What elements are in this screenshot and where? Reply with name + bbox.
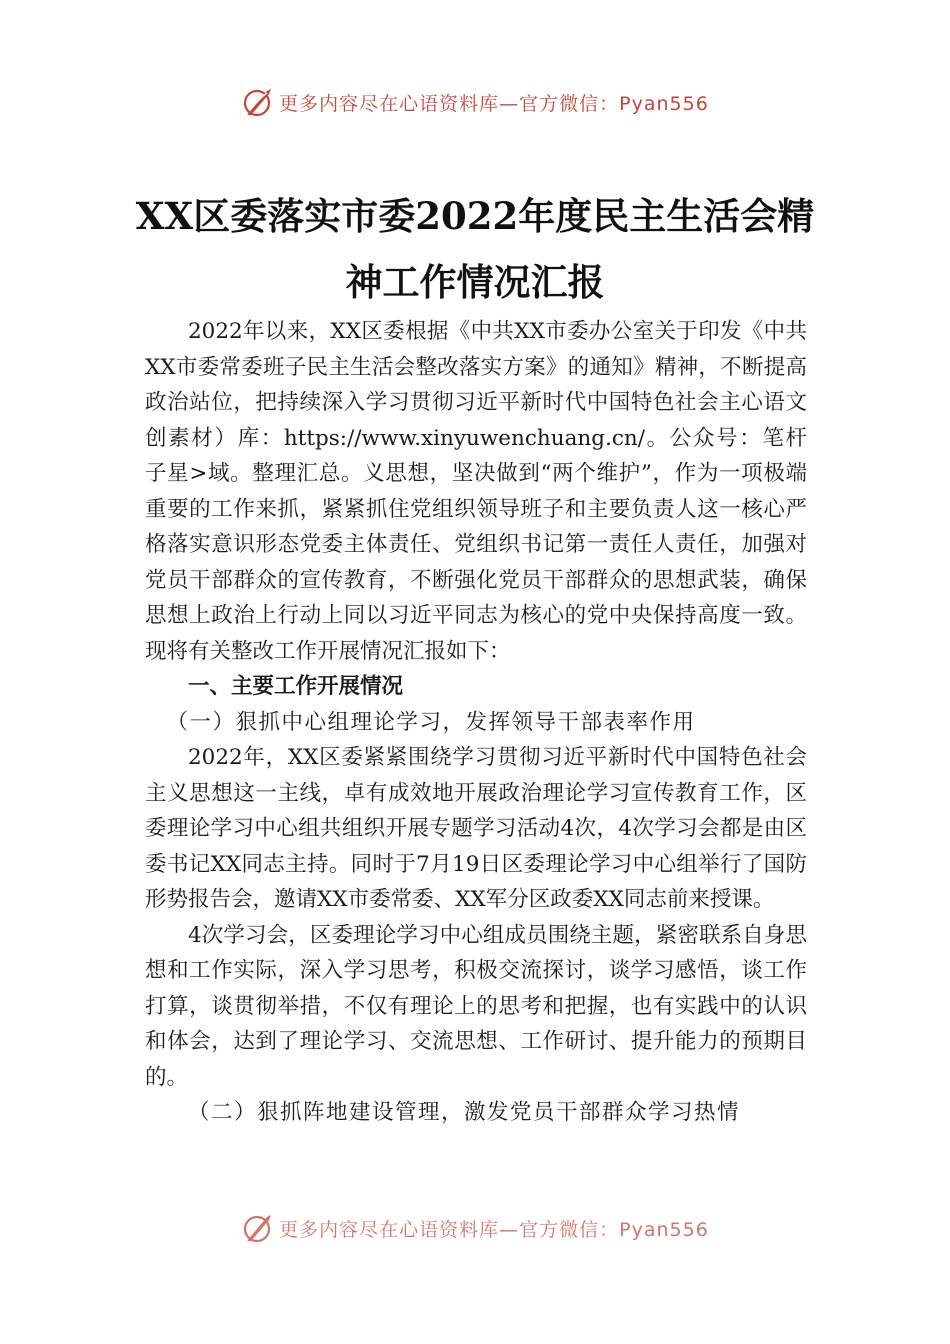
section-heading: 一、主要工作开展情况 [188,674,404,699]
body-paragraph-2: 2022年，XX区委紧紧围绕学习贯彻习近平新时代中国特色社会主义思想这一主线，卓有成效地开展政治理论学习宣传教育工作，区委理论学习中心组共组织开展专题学习活动4次，4次学习会都是由区委书记XX同志主持。同时于7月19日区委理论学习中心组举行了国防形势报告会，邀请XX市委常委、XX军分区政委XX同志前来授课。 [145,745,807,912]
watermark-text: 更多内容尽在心语资料库—官方微信：Pyan556 [279,92,709,115]
document-title-line2: 神工作情况汇报 [345,260,605,304]
subsection-heading-2: （二）狠抓阵地建设管理，激发党员干部群众学习热情 [188,1100,741,1125]
watermark-text-footer: 更多内容尽在心语资料库—官方微信：Pyan556 [279,1218,709,1241]
watermark-footer [0,1208,950,1248]
document-title-line1: XX区委落实市委2022年度民主生活会精 [135,194,815,238]
subsection-heading-1: （一）狠抓中心组理论学习，发挥领导干部表率作用 [166,709,696,735]
watermark-header [0,82,950,122]
quill-logo-icon [241,85,275,119]
intro-paragraph: 2022年以来，XX区委根据《中共XX市委办公室关于印发《中共XX市委常委班子民主生活会整改落实方案》的通知》精神，不断提高政治站位，把持续深入学习贯彻习近平新时代中国特色社会主心语文创素材）库：https://www.xinyuwenchuang.cn/。公众号：笔杆子星>域。整理汇总。义思想，坚决做到“两个维护”，作为一项极端重要的工作来抓，紧紧抓住党组织领导班子和主要负责人这一核心严格落实意识形态党委主体责任、党组织书记第一责任人责任，加强对党员干部群众的宣传教育，不断强化党员干部群众的思想武装，确保思想上政治上行动上同以习近平同志为核心的党中央保持高度一致。现将有关整改工作开展情况汇报如下： [145,319,807,664]
body-paragraph-3: 4次学习会，区委理论学习中心组成员围绕主题，紧密联系自身思想和工作实际，深入学习思考，积极交流探讨，谈学习感悟，谈工作打算，谈贯彻举措，不仅有理论上的思考和把握，也有实践中的认识和体会，达到了理论学习、交流思想、工作研讨、提升能力的预期目的。 [145,922,807,1090]
document-body [145,314,807,1131]
quill-logo-icon [241,1211,275,1245]
